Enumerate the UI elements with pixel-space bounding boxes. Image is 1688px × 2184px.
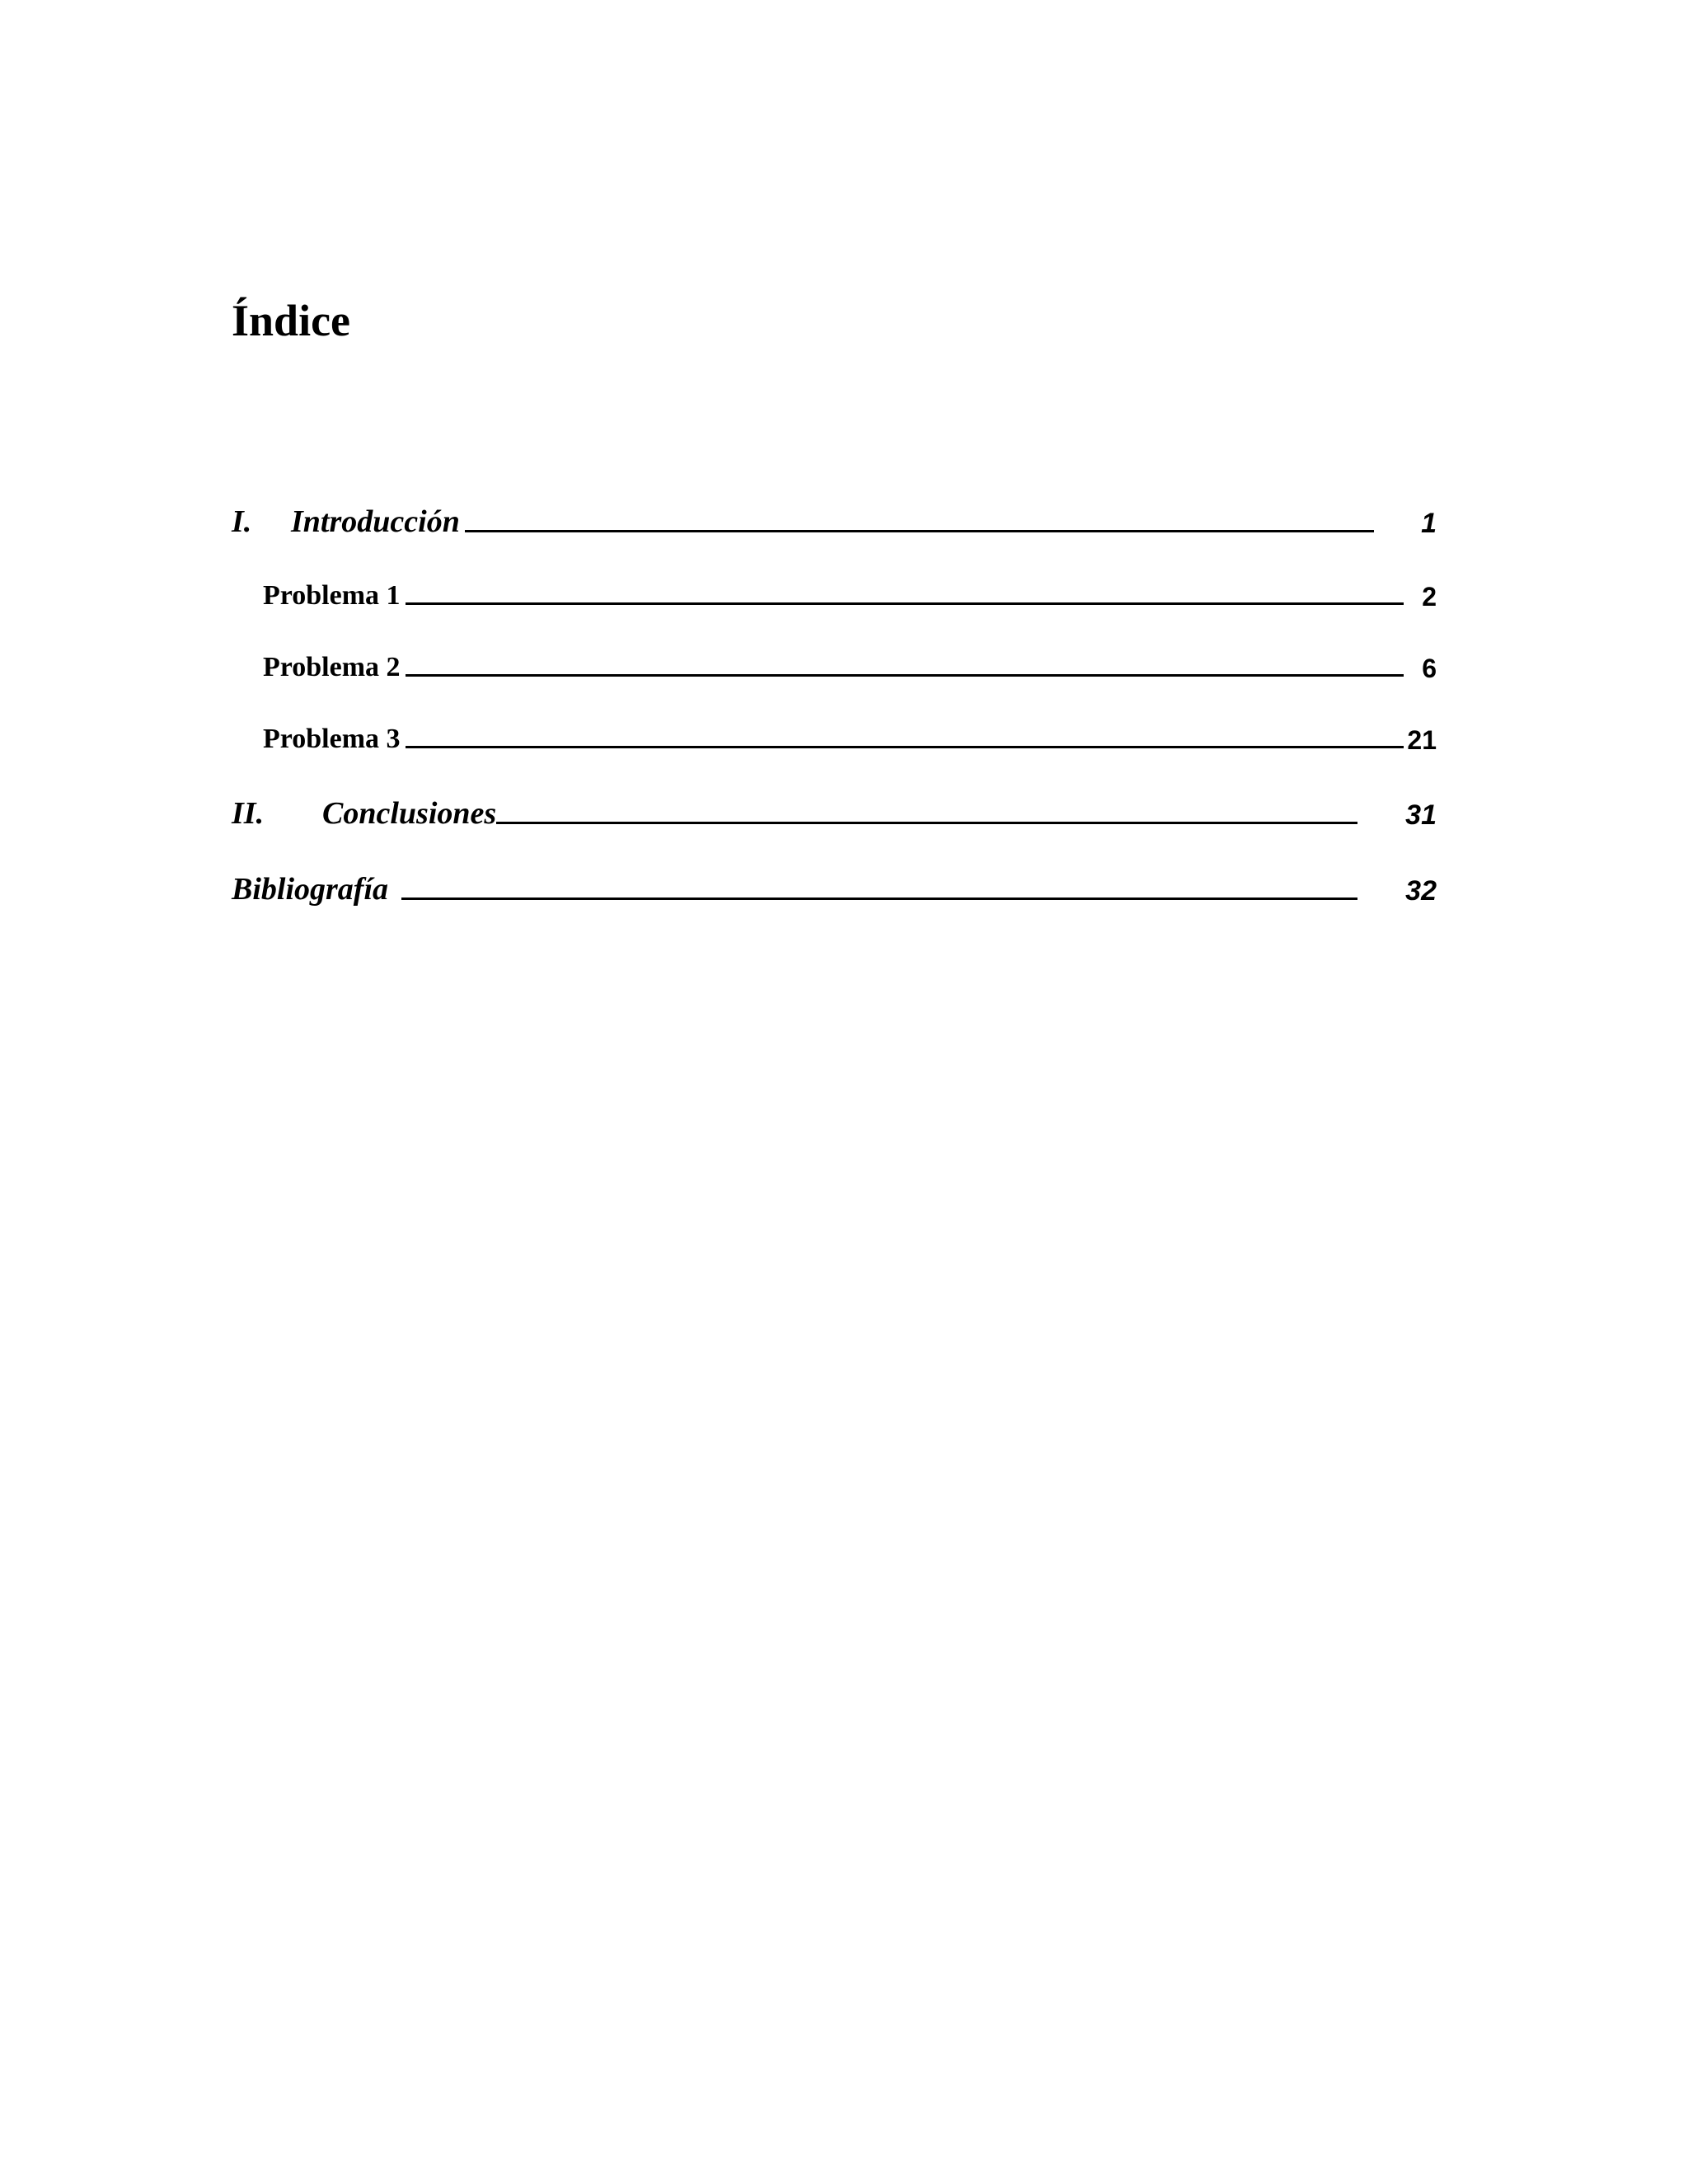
toc-page-number: 2 (1422, 582, 1437, 612)
toc-leader-line (496, 822, 1357, 824)
toc-page-number: 31 (1405, 799, 1437, 831)
toc-numeral: II. (232, 796, 265, 831)
toc-label: Problema 3 (263, 724, 401, 754)
toc-leader-line (406, 674, 1404, 677)
toc-label: Conclusiones (322, 796, 497, 831)
toc-page-number: 1 (1421, 508, 1437, 539)
toc-numeral: I. (232, 504, 252, 539)
toc-page-number: 32 (1405, 875, 1437, 907)
toc-page-number: 6 (1422, 654, 1437, 683)
toc-label: Bibliografía (232, 872, 389, 907)
page-title: Índice (232, 296, 351, 345)
toc-entry-problema-3[interactable] (263, 725, 1437, 753)
toc-leader-line (406, 602, 1404, 605)
toc-page-number: 21 (1407, 725, 1437, 755)
toc-label: Introducción (291, 504, 460, 539)
toc-entry-introduccion[interactable] (232, 506, 1437, 537)
toc-entry-problema-2[interactable] (263, 654, 1437, 682)
toc-leader-line (401, 898, 1357, 900)
toc-label: Problema 1 (263, 580, 401, 611)
toc-leader-line (465, 530, 1374, 532)
toc-entry-problema-1[interactable] (263, 582, 1437, 610)
toc-entry-bibliografia[interactable] (232, 874, 1437, 905)
toc-leader-line (406, 746, 1404, 748)
toc-label: Problema 2 (263, 652, 401, 682)
toc-entry-conclusiones[interactable] (232, 798, 1437, 829)
